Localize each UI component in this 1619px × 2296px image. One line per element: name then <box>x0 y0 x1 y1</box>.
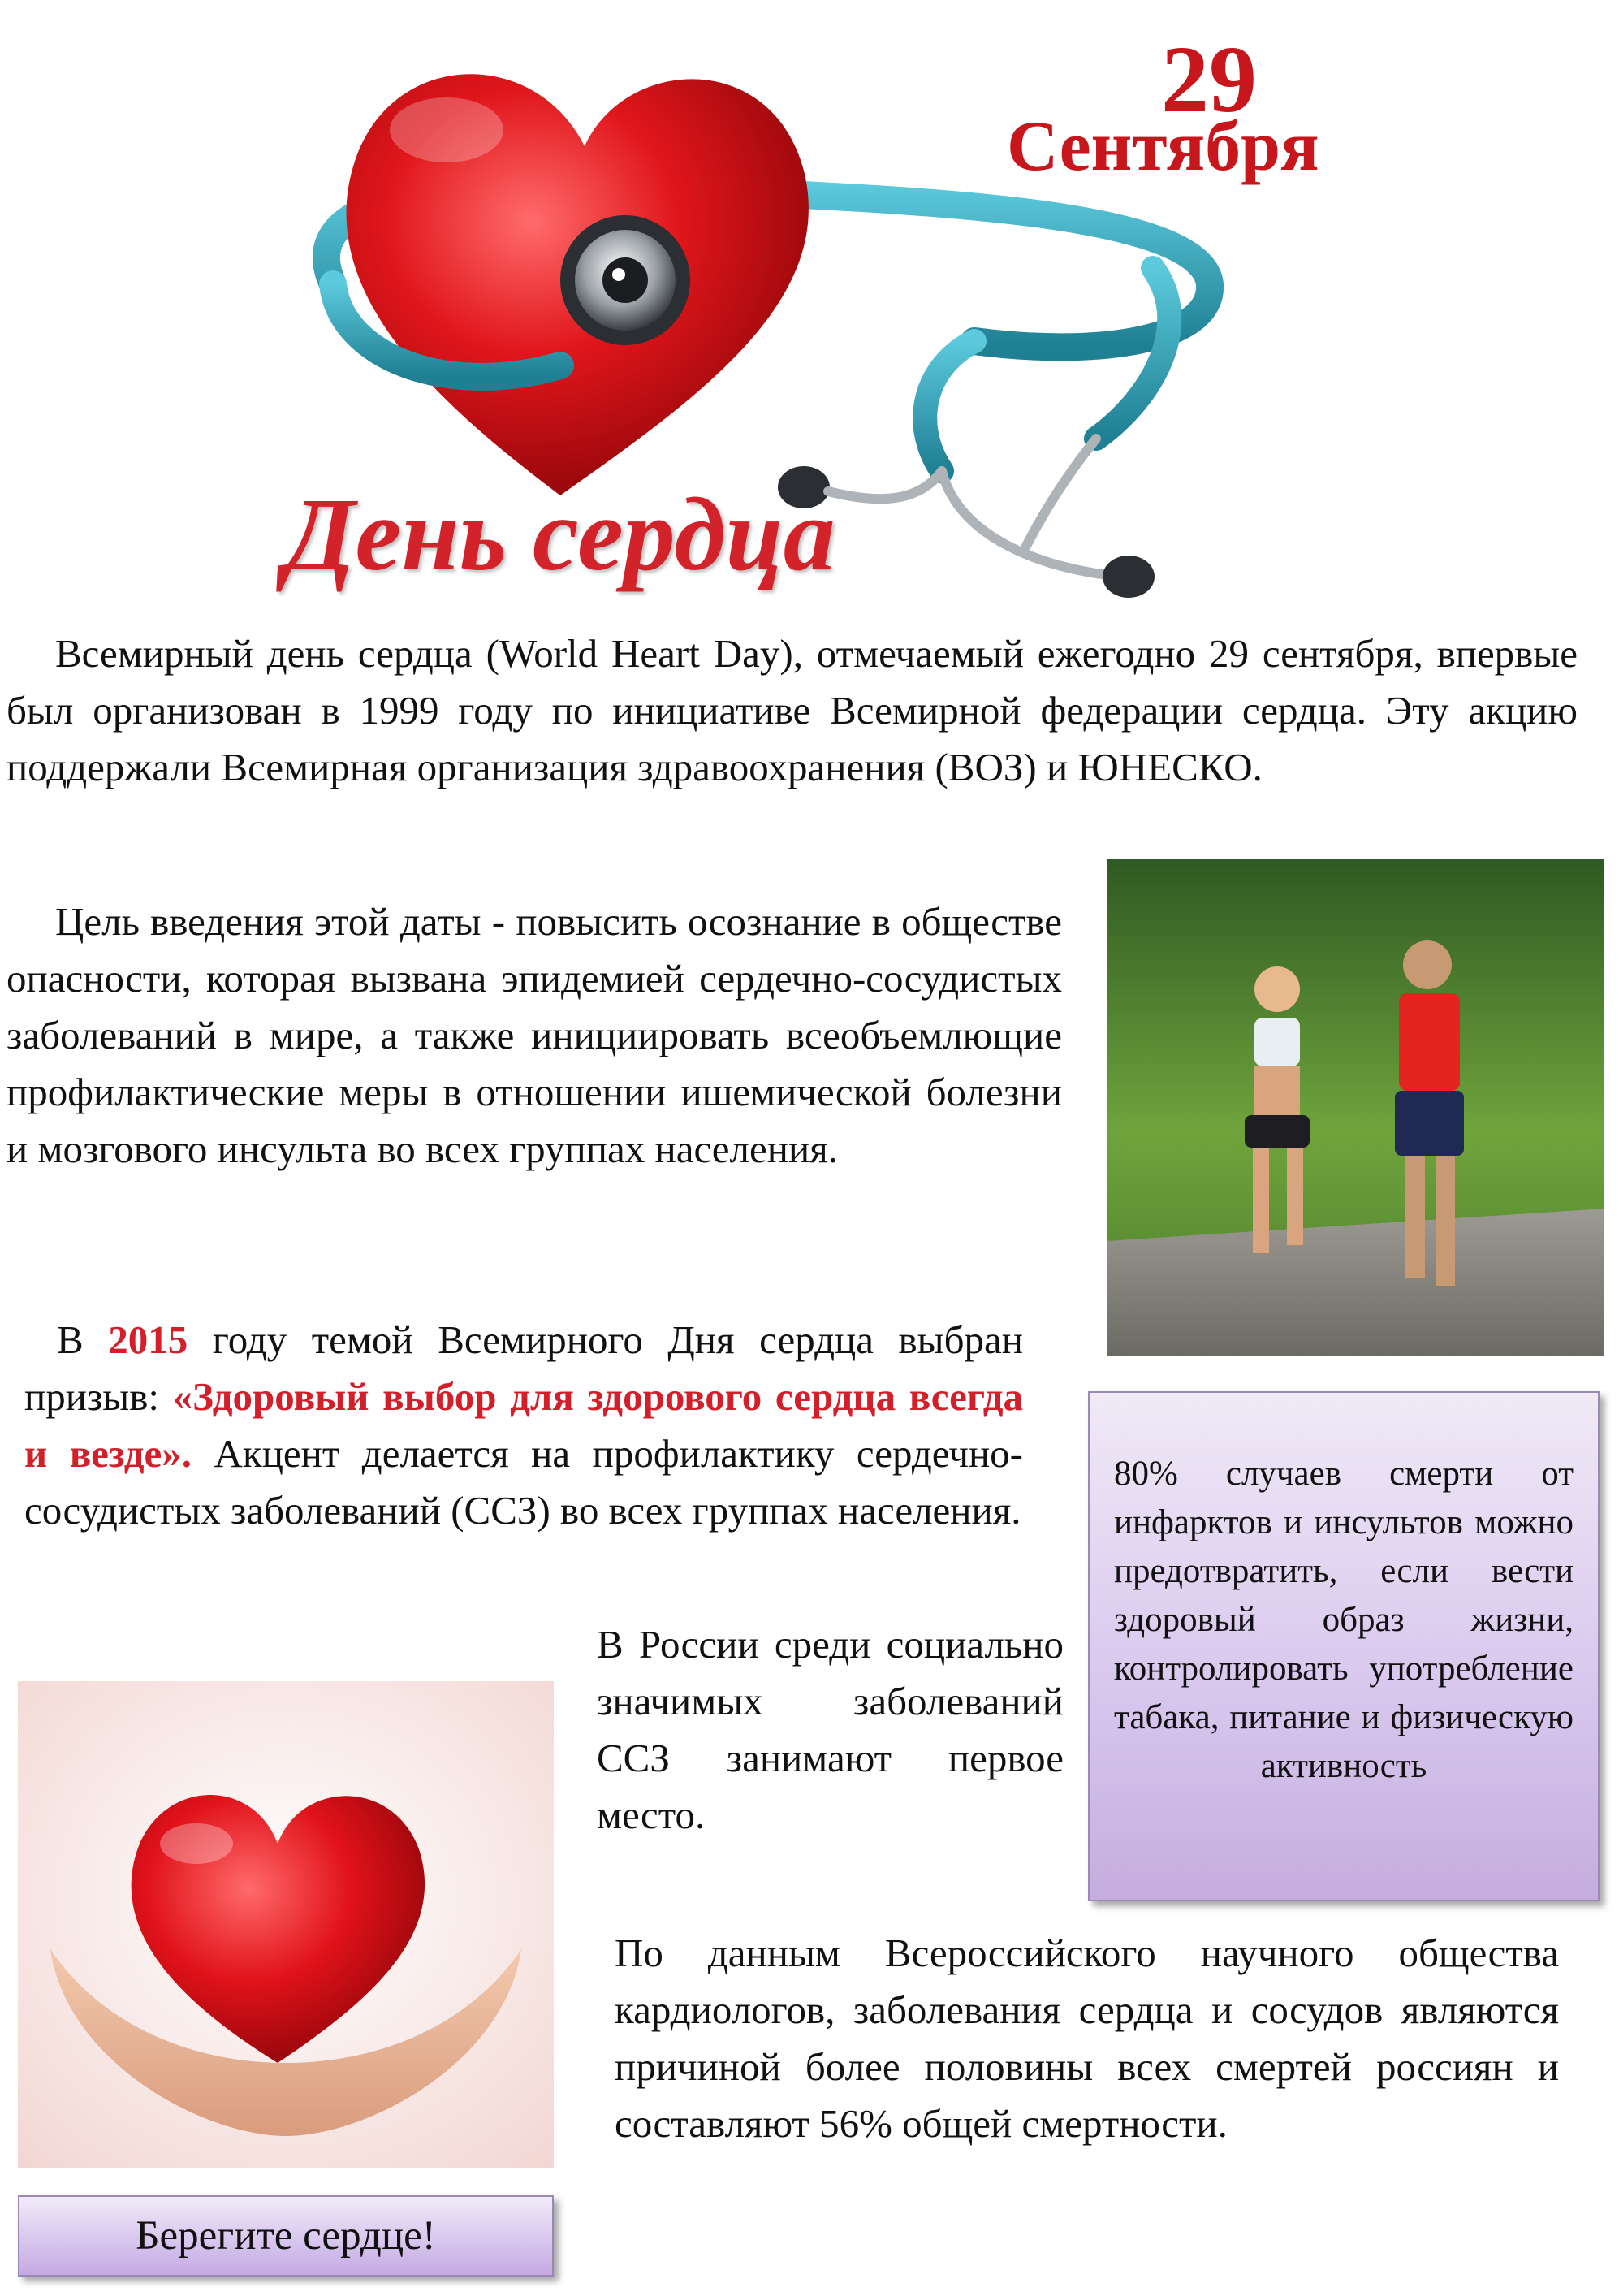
callout-text: 80% случаев смерти от инфарктов и инсультов можно предотвратить, если вести здоровый образ жизни, контролировать употребление табака, питание и физическую активность <box>1114 1455 1574 1785</box>
page-title: День сердца <box>284 477 835 592</box>
theme-slogan: «Здоровый выбор для здорового сердца всегда и везде». <box>24 1374 1024 1476</box>
theme-middle: году темой Всемирного Дня сердца выбран призыв: <box>24 1317 1023 1419</box>
stats-paragraph: По данным Всероссийского научного общества кардиологов, заболевания сердца и сосудов являются причиной более половины всех смертей россиян и составляют 56% общей смертности. <box>615 1931 1559 2146</box>
date-day: 29 <box>1161 26 1257 132</box>
goal-paragraph: Цель введения этой даты - повысить осознание в обществе опасности, которая вызвана эпидемией сердечно-сосудистых заболеваний в мире, а также инициировать всеобъемлющие профилактические меры в отношении ишемической болезни и мозгового инсульта во всех группах населения. <box>6 899 1062 1171</box>
theme-suffix: Акцент делается на профилактику сердечно-сосудистых заболеваний (ССЗ) во всех группах населения. <box>24 1431 1023 1533</box>
date-month: Сентября <box>1007 107 1319 186</box>
save-heart-label: Берегите сердце! <box>136 2213 436 2259</box>
save-heart-button[interactable] <box>18 2195 554 2277</box>
intro-paragraph: Всемирный день сердца (World Heart Day), отмечаемый ежегодно 29 сентября, впервые был организован в 1999 году по инициативе Всемирной федерации сердца. Эту акцию поддержали Всемирная организация здравоохранения (ВОЗ) и ЮНЕСКО. <box>6 631 1578 789</box>
runners-photo <box>1107 859 1604 1356</box>
hands-heart-photo <box>18 1681 554 2168</box>
theme-prefix: В <box>57 1317 84 1362</box>
theme-year: 2015 <box>108 1317 188 1362</box>
prevention-callout <box>1088 1391 1600 1901</box>
russia-paragraph: В России среди социально значимых заболеваний ССЗ занимают первое место. <box>597 1622 1064 1837</box>
theme-paragraph <box>24 1312 1023 1539</box>
